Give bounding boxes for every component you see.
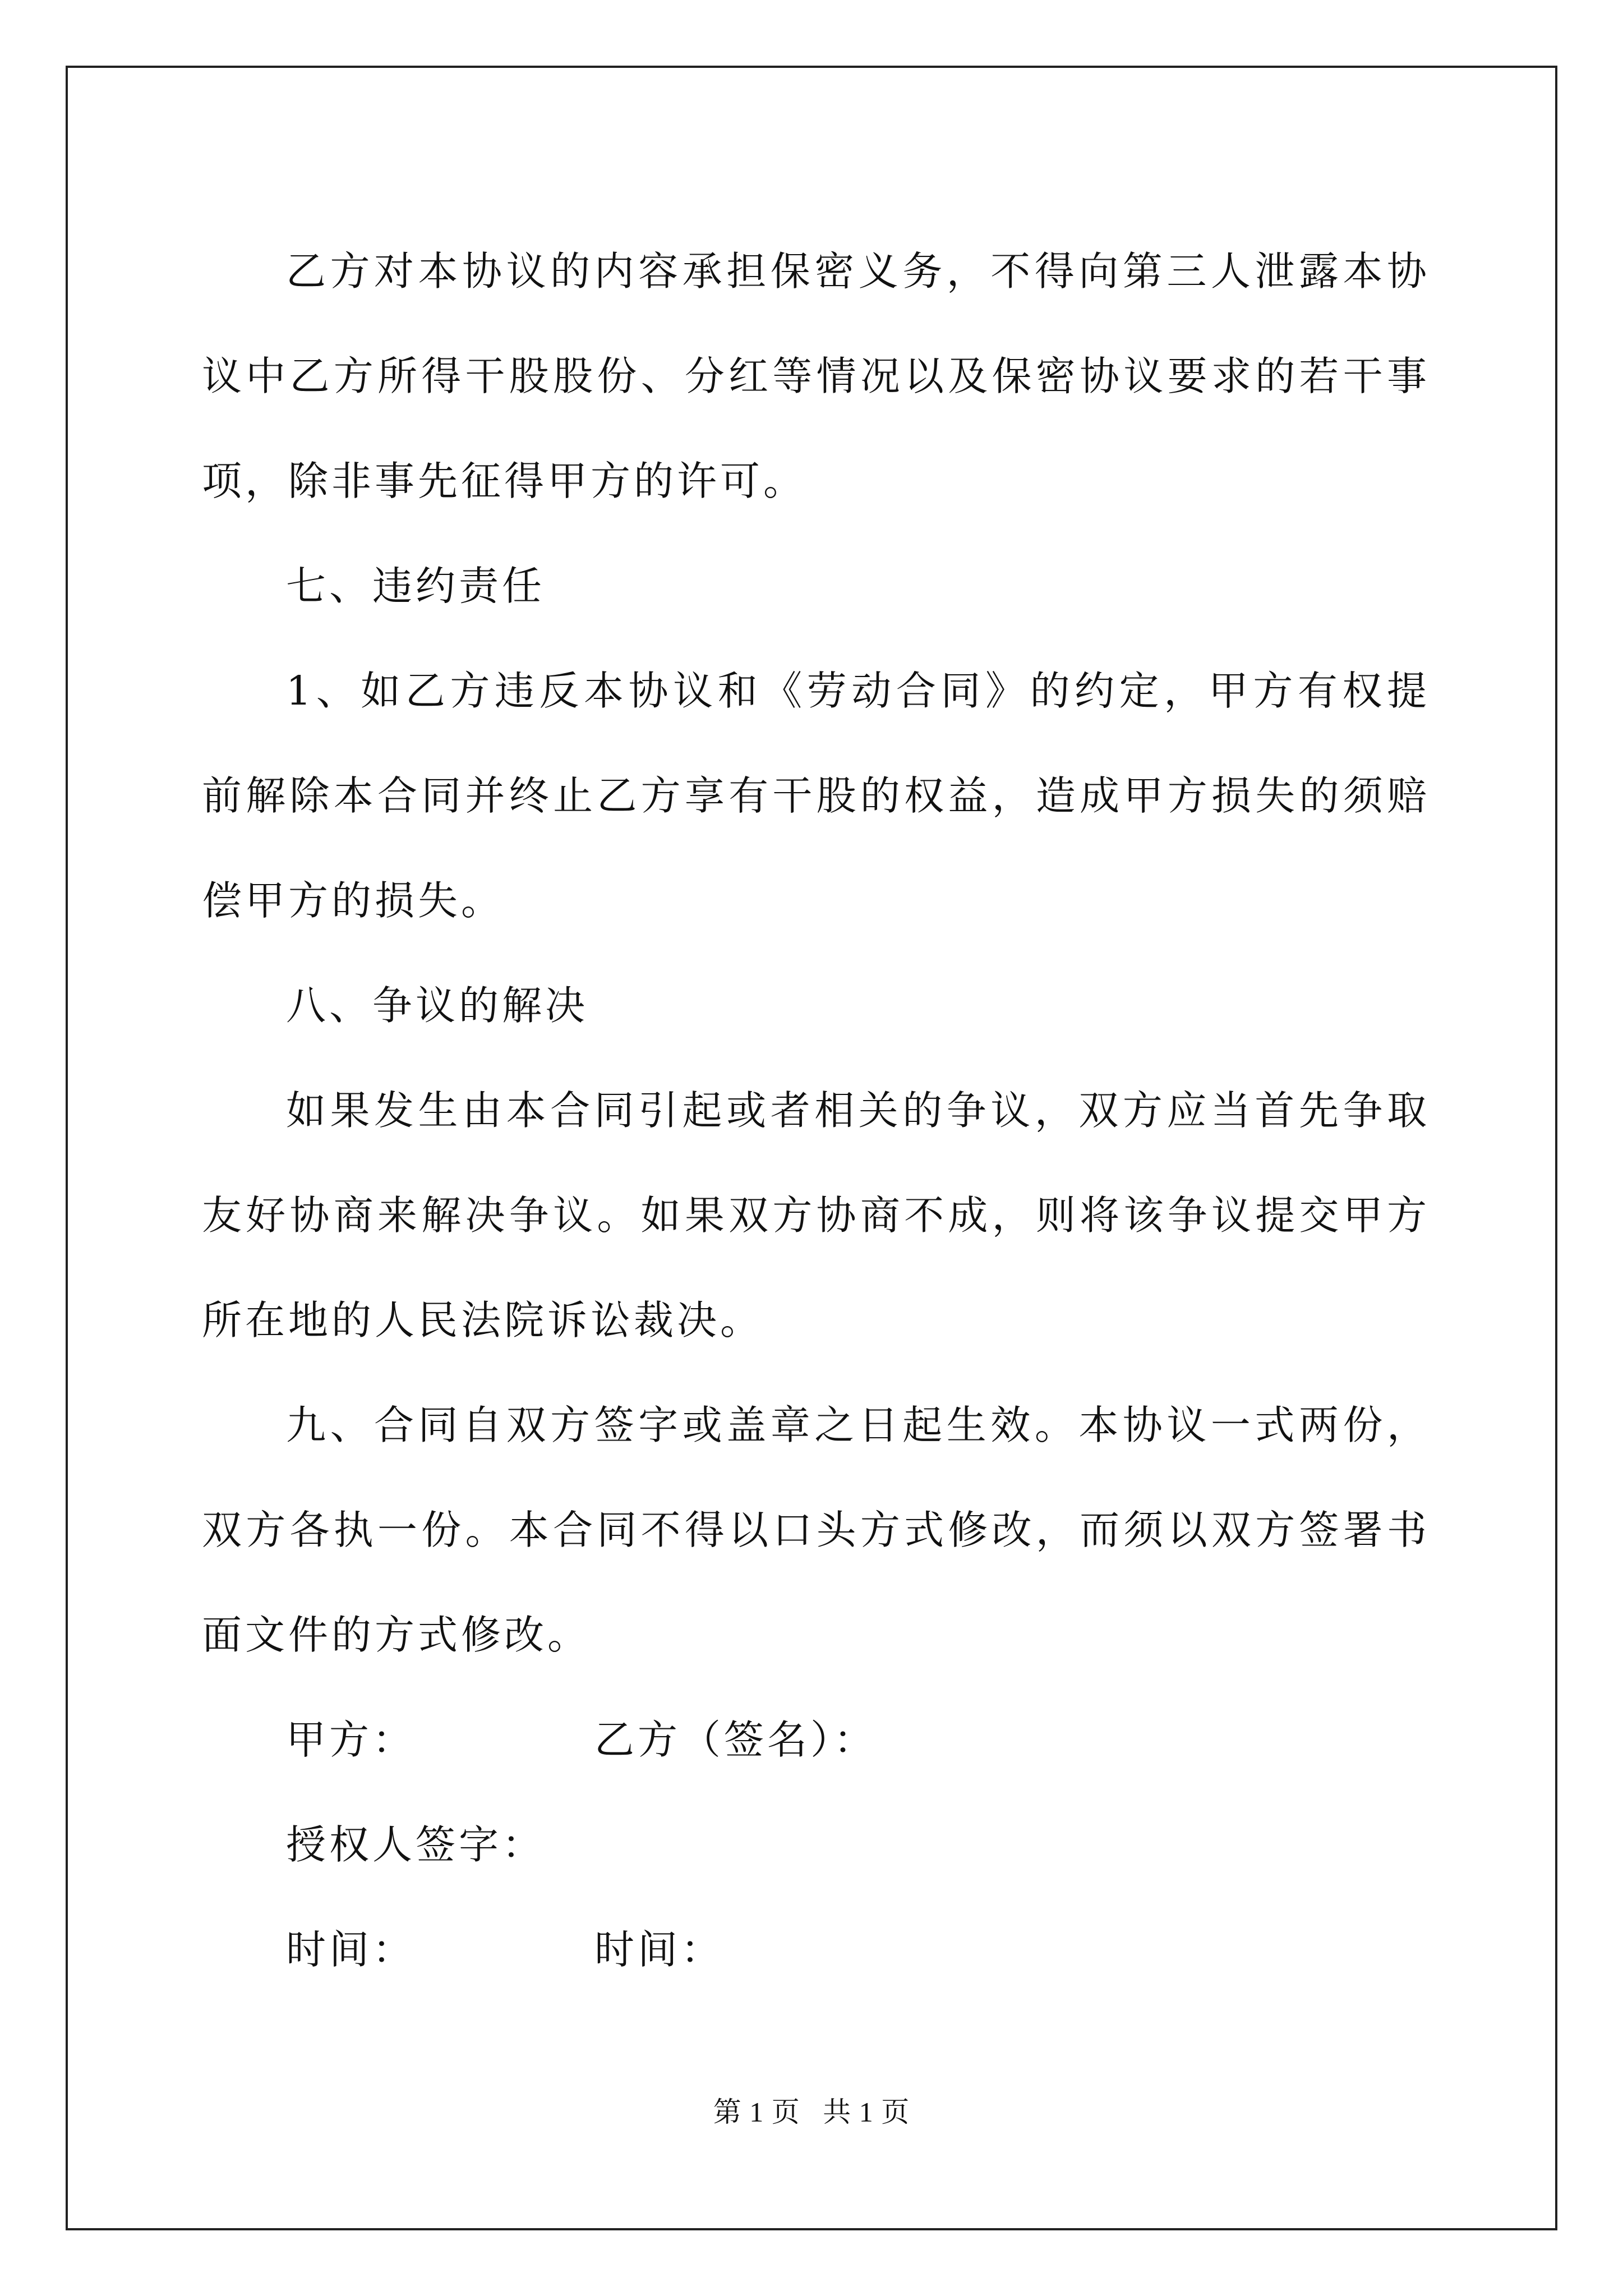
party-a-label: 甲方： <box>286 1717 416 1763</box>
authorized-signer-label: 授权人签字： <box>286 1821 546 1868</box>
time-b-label: 时间： <box>594 1926 725 1973</box>
signature-row-parties <box>202 1687 1430 1792</box>
paragraph-confidentiality: 乙方对本协议的内容承担保密义务，不得向第三人泄露本协议中乙方所得干股股份、分红等情况以及保密协议要求的若干事项，除非事先征得甲方的许可。 <box>202 248 1430 504</box>
page-footer <box>0 2090 1623 2130</box>
page-number: 第 1 页 <box>713 2096 800 2128</box>
party-b-label: 乙方（签名）： <box>594 1717 877 1763</box>
page-total: 共 1 页 <box>823 2096 910 2128</box>
time-a-label: 时间： <box>286 1926 416 1973</box>
section-heading-breach: 七、违约责任 <box>286 563 546 609</box>
paragraph-effective-clause: 九、合同自双方签字或盖章之日起生效。本协议一式两份，双方各执一份。本合同不得以口头方式修改，而须以双方签署书面文件的方式修改。 <box>202 1402 1430 1658</box>
section-heading-dispute: 八、争议的解决 <box>286 982 589 1029</box>
signature-row-authorized <box>202 1792 1430 1897</box>
signature-row-time <box>202 1897 1430 2002</box>
document-body <box>202 219 1430 2002</box>
paragraph-breach-clause: 1、如乙方违反本协议和《劳动合同》的约定，甲方有权提前解除本合同并终止乙方享有干股的权益，造成甲方损失的须赔偿甲方的损失。 <box>202 668 1430 924</box>
paragraph-dispute-clause: 如果发生由本合同引起或者相关的争议，双方应当首先争取友好协商来解决争议。如果双方协商不成，则将该争议提交甲方所在地的人民法院诉讼裁决。 <box>202 1087 1430 1343</box>
